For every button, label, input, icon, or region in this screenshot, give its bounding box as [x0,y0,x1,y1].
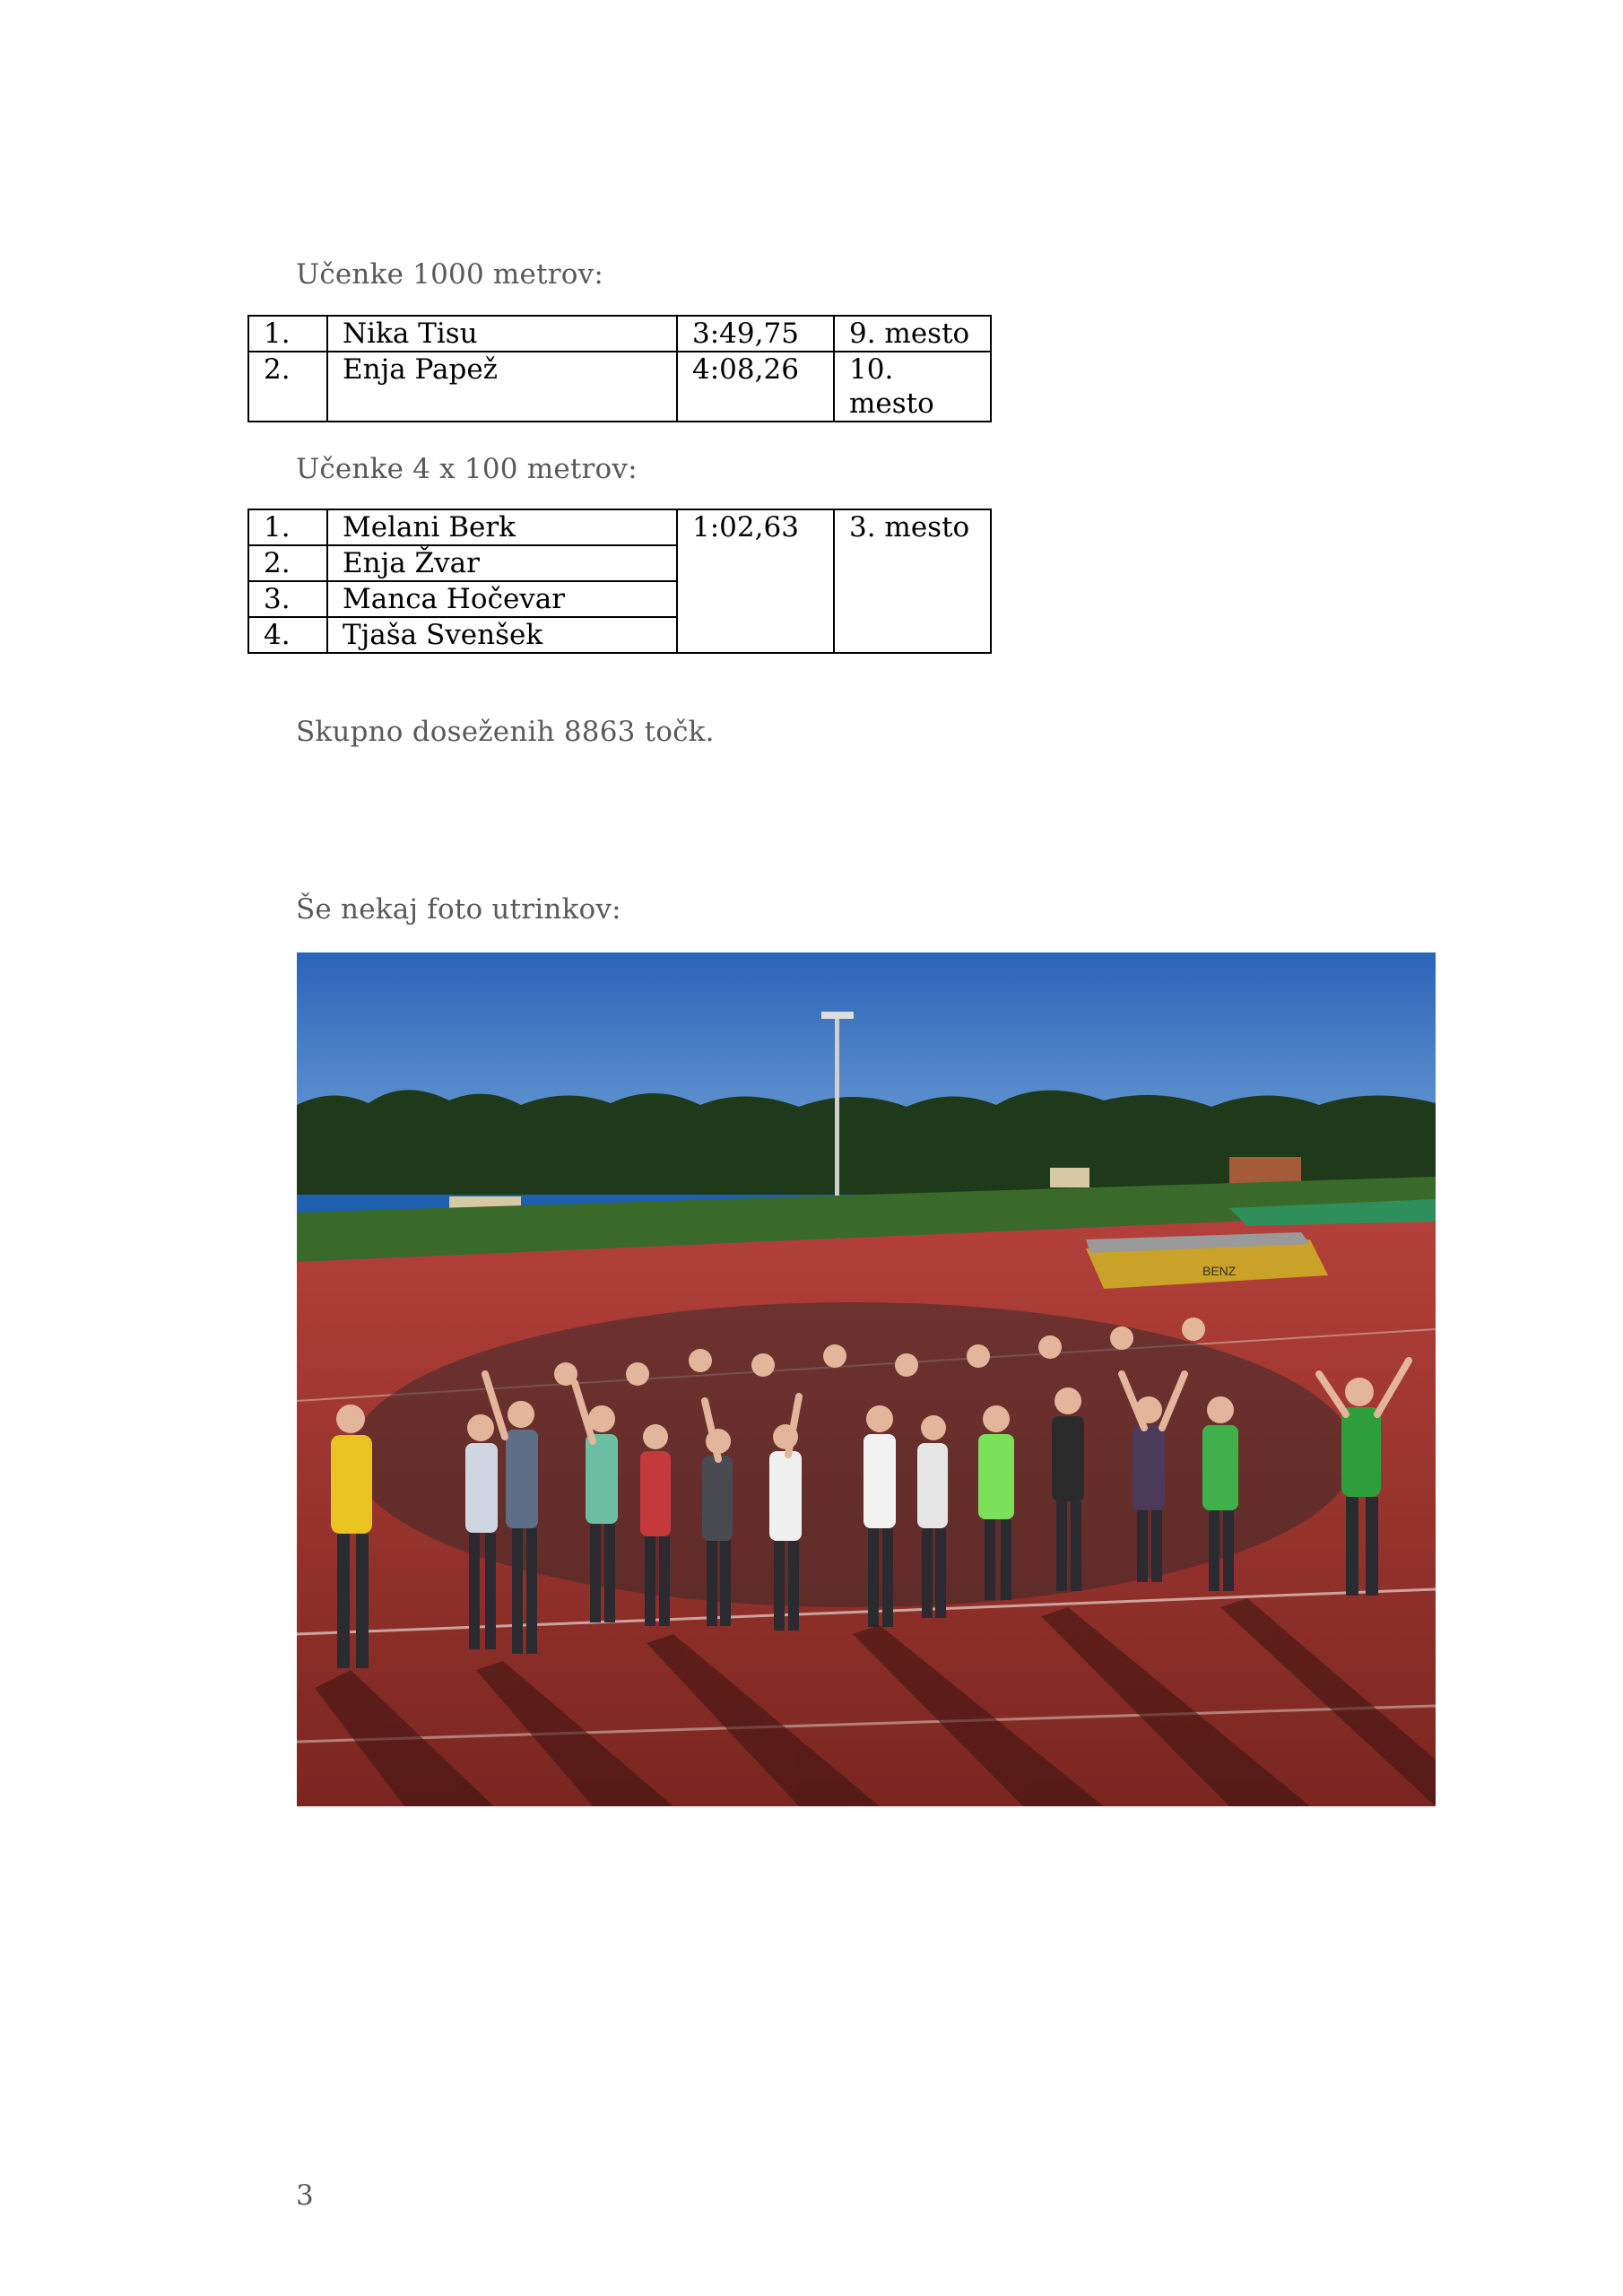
heading-girls-relay: Učenke 4 x 100 metrov: [296,453,638,485]
row-number: 4. [248,617,327,653]
heading-girls-1000m: Učenke 1000 metrov: [296,258,603,291]
team-photo [297,952,1436,1806]
results-table-1000m [247,315,992,422]
page-number: 3 [296,2179,314,2212]
photos-heading: Še nekaj foto utrinkov: [296,893,621,926]
result-place: 9. mesto [834,316,991,352]
row-number: 1. [248,509,327,545]
small-building [1050,1168,1089,1187]
mat-banner-text: BENZ [1202,1264,1237,1278]
house [1229,1157,1301,1184]
athlete-name: Manca Hočevar [327,581,677,617]
athlete-name: Enja Žvar [327,545,677,581]
results-table-relay [247,509,992,654]
athlete-name: Enja Papež [327,352,677,422]
athlete-name: Melani Berk [327,509,677,545]
relay-place: 3. mesto [834,509,991,653]
result-place: 10. mesto [834,352,991,422]
row-number: 3. [248,581,327,617]
row-number: 2. [248,352,327,422]
table-row [248,316,991,352]
relay-time: 1:02,63 [677,509,834,653]
table-row [248,352,991,422]
athlete-name: Tjaša Svenšek [327,617,677,653]
athlete-name: Nika Tisu [327,316,677,352]
table-row [248,509,991,545]
total-points-text: Skupno doseženih 8863 točk. [296,716,715,748]
row-number: 2. [248,545,327,581]
row-number: 1. [248,316,327,352]
result-time: 3:49,75 [677,316,834,352]
result-time: 4:08,26 [677,352,834,422]
team-photo-illustration [297,952,1436,1806]
